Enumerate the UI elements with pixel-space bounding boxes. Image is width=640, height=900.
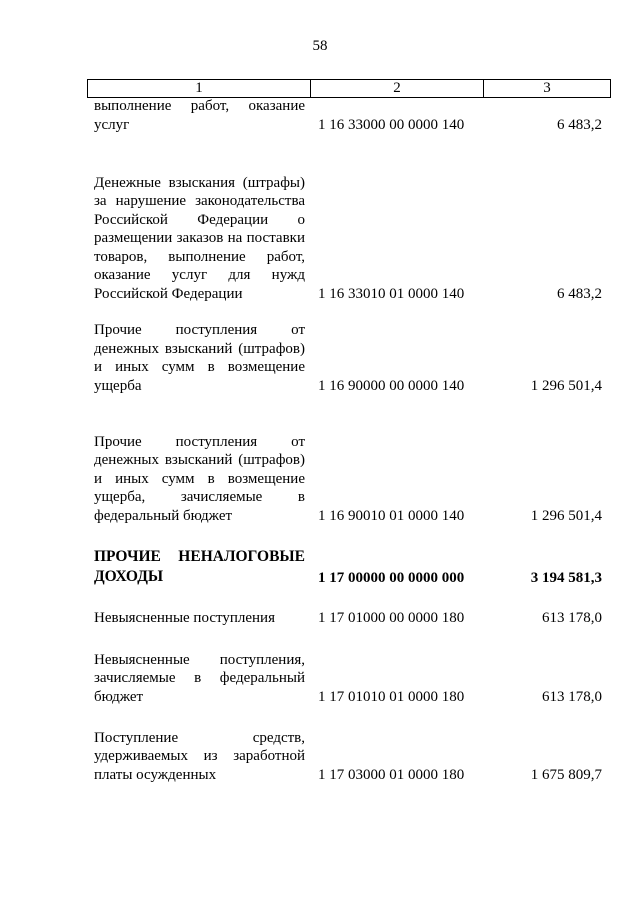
row-code: 1 16 90000 00 0000 140 [318, 377, 465, 394]
row-code: 1 16 33010 01 0000 140 [318, 285, 465, 302]
row-code: 1 16 33000 00 0000 140 [318, 116, 465, 133]
row-name: Поступление средств, удерживаемых из заработной платы осужденных [94, 729, 305, 783]
row-name: Денежные взыскания (штрафы) за нарушение законодательства Российской Федерации о размещении заказов на поставки товаров, выполнение работ, оказание услуг для нужд Российской Федерации [94, 174, 305, 302]
row-name: Невыясненные поступления [94, 609, 275, 626]
row-amount: 6 483,2 [557, 116, 602, 133]
row-amount: 1 675 809,7 [530, 766, 602, 783]
row-amount: 613 178,0 [542, 609, 602, 626]
header-col-2: 2 [310, 80, 483, 97]
row-amount: 1 296 501,4 [530, 507, 602, 524]
row-code: 1 17 01010 01 0000 180 [318, 688, 465, 705]
row-name: ПРОЧИЕ НЕНАЛОГОВЫЕ ДОХОДЫ [94, 548, 305, 585]
header-col-3: 3 [483, 80, 610, 97]
row-amount: 613 178,0 [542, 688, 602, 705]
row-code: 1 17 03000 01 0000 180 [318, 766, 465, 783]
row-amount: 1 296 501,4 [530, 377, 602, 394]
header-col-1: 1 [195, 80, 203, 96]
row-name: Невыясненные поступления, зачисляемые в федеральный бюджет [94, 651, 305, 705]
row-code: 1 16 90010 01 0000 140 [318, 507, 465, 524]
row-code: 1 17 01000 00 0000 180 [318, 609, 465, 626]
page-number: 58 [312, 38, 328, 54]
row-name: выполнение работ, оказание услуг [94, 98, 305, 133]
row-amount: 3 194 581,3 [530, 569, 602, 586]
row-code: 1 17 00000 00 0000 000 [318, 569, 465, 586]
row-name: Прочие поступления от денежных взысканий (штрафов) и иных сумм в возмещение ущерба, зачисляемые в федеральный бюджет [94, 433, 305, 524]
row-name: Прочие поступления от денежных взысканий (штрафов) и иных сумм в возмещение ущерба [94, 322, 305, 394]
row-amount: 6 483,2 [557, 285, 602, 302]
